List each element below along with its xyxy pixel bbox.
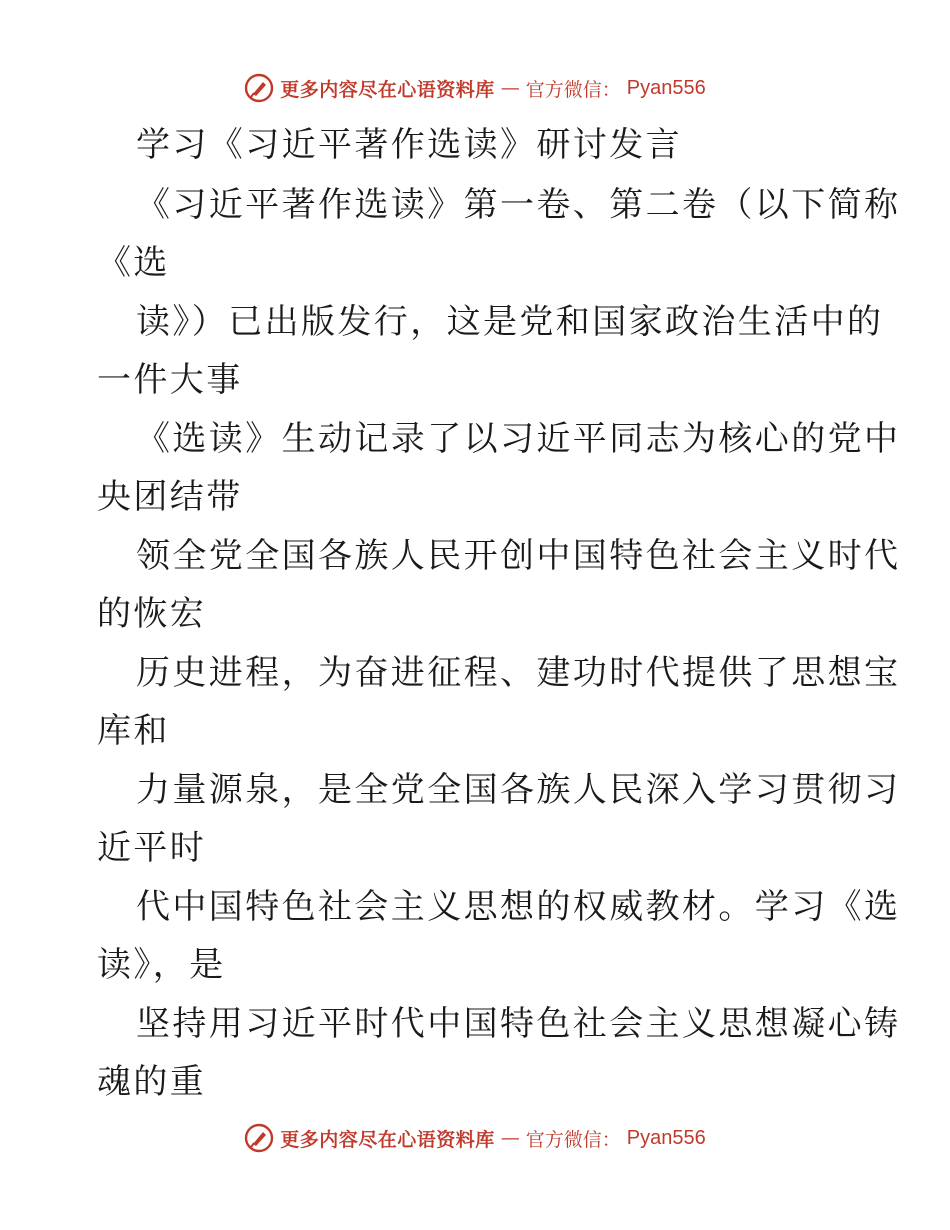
header-banner [0, 68, 950, 108]
banner-separator: — [500, 1127, 520, 1149]
paragraph-line: 魂的重 [97, 1062, 207, 1102]
paragraph-line: 读》，是 [97, 945, 226, 985]
paragraph-line: 央团结带 [97, 477, 243, 517]
paragraph-line: 一件大事 [97, 360, 243, 400]
wechat-label: 官方微信： [525, 1128, 621, 1151]
quill-logo-icon [244, 73, 274, 103]
brand-name: 更多内容尽在心语资料库 [280, 78, 495, 101]
paragraph-line: 力量源泉，是全党全国各族人民深入学习贯彻习 [136, 770, 901, 810]
quill-logo-icon [244, 1123, 274, 1153]
paragraph-line: 读》）已出版发行，这是党和国家政治生活中的 [136, 302, 884, 342]
paragraph-line: 领全党全国各族人民开创中国特色社会主义时代 [136, 536, 901, 576]
paragraph-line: 《选读》生动记录了以习近平同志为核心的党中 [136, 419, 901, 459]
document-title: 学习《习近平著作选读》研讨发言 [136, 125, 682, 165]
wechat-id: Pyan556 [626, 1126, 706, 1149]
wechat-label: 官方微信： [525, 78, 621, 101]
paragraph-line: 《选 [97, 243, 170, 283]
banner-separator: — [500, 77, 520, 99]
paragraph-line: 的恢宏 [97, 594, 207, 634]
footer-banner [0, 1118, 950, 1158]
wechat-id: Pyan556 [626, 76, 706, 99]
paragraph-line: 历史进程，为奋进征程、建功时代提供了思想宝 [136, 653, 901, 693]
paragraph-line: 《习近平著作选读》第一卷、第二卷（以下简称 [136, 185, 901, 225]
paragraph-line: 坚持用习近平时代中国特色社会主义思想凝心铸 [136, 1004, 901, 1044]
paragraph-line: 库和 [97, 711, 170, 751]
brand-name: 更多内容尽在心语资料库 [280, 1128, 495, 1151]
paragraph-line: 近平时 [97, 828, 207, 868]
paragraph-line: 代中国特色社会主义思想的权威教材。学习《选 [136, 887, 901, 927]
